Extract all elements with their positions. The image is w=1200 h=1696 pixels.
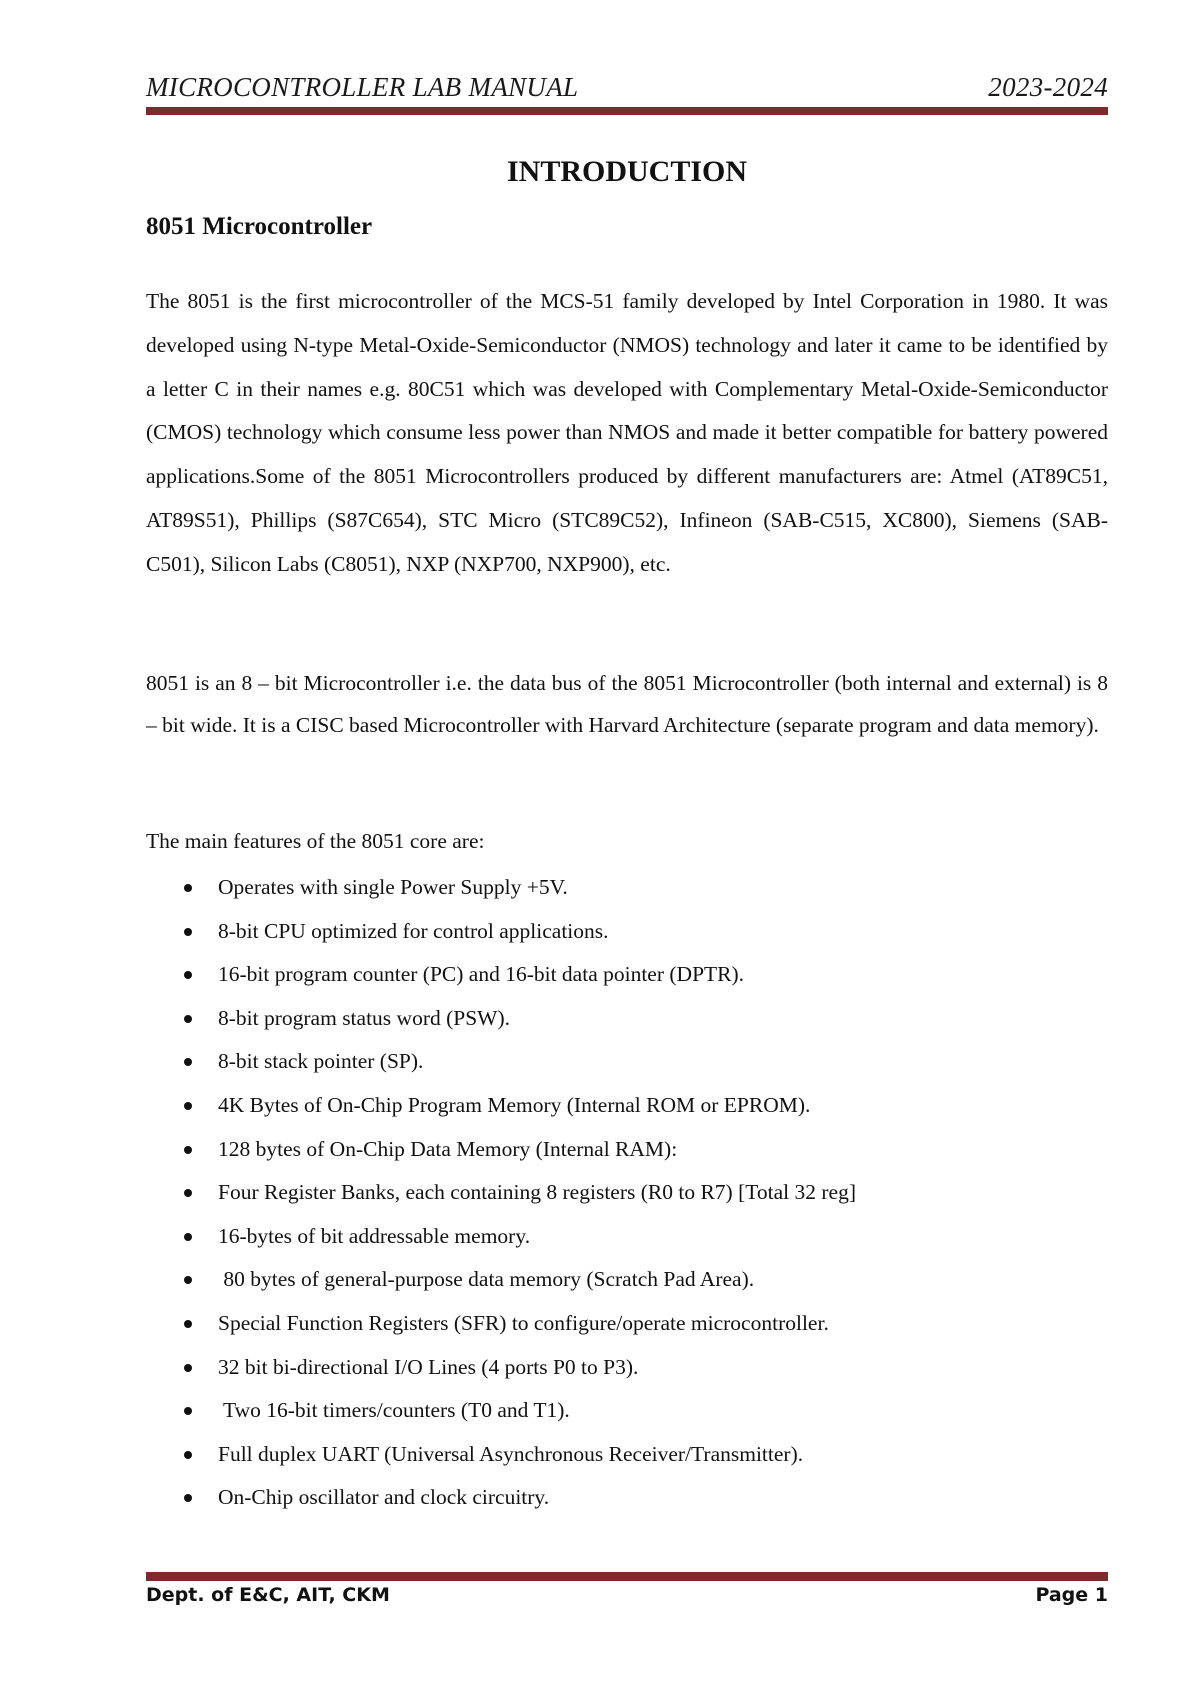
list-item bbox=[146, 959, 1108, 1003]
list-item-text: 128 bytes of On-Chip Data Memory (Internal RAM): bbox=[218, 1136, 678, 1161]
list-item-text: 8-bit program status word (PSW). bbox=[218, 1005, 511, 1030]
footer-page-number: Page 1 bbox=[1035, 1584, 1108, 1606]
bullet-icon bbox=[184, 1146, 192, 1154]
page-header bbox=[146, 68, 1108, 108]
list-item bbox=[146, 1046, 1108, 1090]
bullet-icon bbox=[184, 1015, 192, 1023]
list-item-text: Four Register Banks, each containing 8 registers (R0 to R7) [Total 32 reg] bbox=[218, 1180, 856, 1205]
list-item bbox=[146, 1395, 1108, 1439]
list-item bbox=[146, 872, 1108, 916]
list-item bbox=[146, 1221, 1108, 1265]
list-item-text: Special Function Registers (SFR) to configure/operate microcontroller. bbox=[218, 1310, 829, 1335]
bullet-icon bbox=[184, 971, 192, 979]
bullet-icon bbox=[184, 1407, 192, 1415]
list-item bbox=[146, 916, 1108, 960]
features-list bbox=[146, 872, 1108, 1526]
footer-rule bbox=[146, 1572, 1108, 1581]
list-item-text: 80 bytes of general-purpose data memory (Scratch Pad Area). bbox=[218, 1267, 755, 1292]
bullet-icon bbox=[184, 1233, 192, 1241]
features-intro: The main features of the 8051 core are: bbox=[146, 829, 485, 853]
bullet-icon bbox=[184, 1102, 192, 1110]
list-item bbox=[146, 1003, 1108, 1047]
list-item-text: 16-bytes of bit addressable memory. bbox=[218, 1223, 531, 1248]
list-item-text: 16-bit program counter (PC) and 16-bit data pointer (DPTR). bbox=[218, 962, 745, 987]
bullet-icon bbox=[184, 1494, 192, 1502]
header-title: MICROCONTROLLER LAB MANUAL bbox=[146, 72, 579, 102]
bullet-icon bbox=[184, 1451, 192, 1459]
header-rule bbox=[146, 107, 1108, 115]
list-item bbox=[146, 1308, 1108, 1352]
list-item bbox=[146, 1134, 1108, 1178]
page-title: INTRODUCTION bbox=[506, 155, 748, 188]
list-item-text: Two 16-bit timers/counters (T0 and T1). bbox=[218, 1398, 570, 1423]
list-item bbox=[146, 1264, 1108, 1308]
intro-paragraph: The 8051 is the first microcontroller of the MCS-51 family developed by Intel Corporation in 1980. It was developed using N-type Metal-Oxide-Semiconductor (NMOS) technology and later it came to be identified by a letter C in their names e.g. 80C51 which was developed with Complementary Metal-Oxide-Semiconductor (CMOS) technology which consume less power than NMOS and made it better compatible for battery powered applications.Some of the 8051 Microcontrollers produced by different manufacturers are: Atmel (AT89C51, AT89S51), Phillips (S87C654), STC Micro (STC89C52), Infineon (SAB-C515, XC800), Siemens (SAB-C501), Silicon Labs (C8051), NXP (NXP700, NXP900), etc. bbox=[146, 289, 1108, 576]
bus-paragraph: 8051 is an 8 – bit Microcontroller i.e. the data bus of the 8051 Microcontroller (both internal and external) is 8 – bit wide. It is a CISC based Microcontroller with Harvard Architecture (separate program and data memory). bbox=[146, 671, 1108, 737]
bullet-icon bbox=[184, 1058, 192, 1066]
bullet-icon bbox=[184, 884, 192, 892]
list-item-text: On-Chip oscillator and clock circuitry. bbox=[218, 1485, 550, 1510]
list-item-text: 8-bit stack pointer (SP). bbox=[218, 1049, 424, 1074]
list-item-text: Full duplex UART (Universal Asynchronous Receiver/Transmitter). bbox=[218, 1441, 804, 1466]
list-item bbox=[146, 1439, 1108, 1483]
list-item bbox=[146, 1482, 1108, 1526]
list-item bbox=[146, 1177, 1108, 1221]
list-item-text: Operates with single Power Supply +5V. bbox=[218, 875, 568, 899]
list-item bbox=[146, 1352, 1108, 1396]
list-item-text: 32 bit bi-directional I/O Lines (4 ports P0 to P3). bbox=[218, 1354, 639, 1379]
bullet-icon bbox=[184, 1364, 192, 1372]
bullet-icon bbox=[184, 1189, 192, 1197]
bullet-icon bbox=[184, 928, 192, 936]
footer-department: Dept. of E&C, AIT, CKM bbox=[146, 1584, 390, 1606]
list-item-text: 8-bit CPU optimized for control applications. bbox=[218, 918, 609, 943]
section-title: 8051 Microcontroller bbox=[146, 213, 373, 240]
bullet-icon bbox=[184, 1276, 192, 1284]
list-item-text: 4K Bytes of On-Chip Program Memory (Internal ROM or EPROM). bbox=[218, 1092, 811, 1117]
bullet-icon bbox=[184, 1320, 192, 1328]
list-item bbox=[146, 1090, 1108, 1134]
header-year: 2023-2024 bbox=[988, 72, 1108, 102]
